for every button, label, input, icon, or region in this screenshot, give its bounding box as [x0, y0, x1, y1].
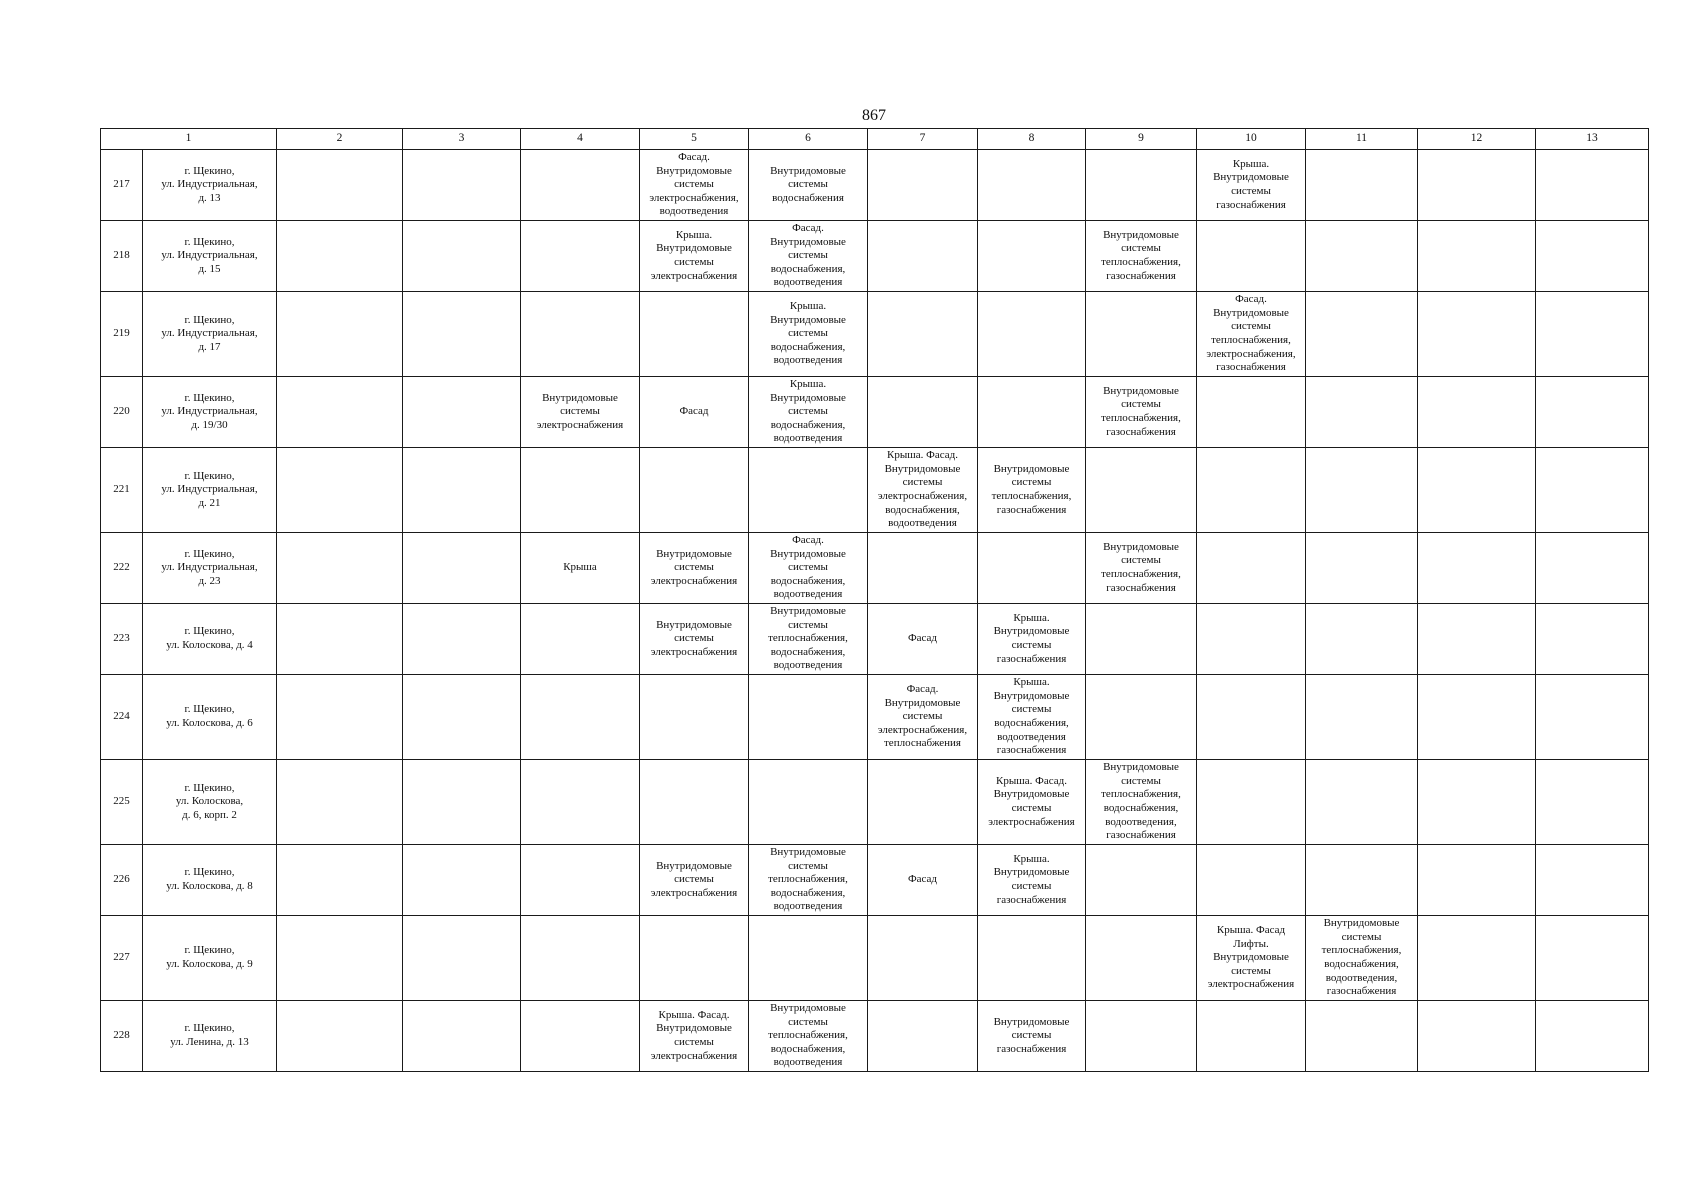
work-cell-col-6: Фасад. Внутридомовые системы водоснабжения, водоотведения	[749, 221, 868, 292]
table-row	[101, 448, 1649, 533]
schedule-table	[100, 128, 1649, 1072]
work-cell-col-7	[868, 377, 978, 448]
address-cell: г. Щекино, ул. Колоскова, д. 6	[143, 675, 277, 760]
column-header: 13	[1536, 129, 1649, 150]
address-cell: г. Щекино, ул. Ленина, д. 13	[143, 1001, 277, 1072]
work-cell-col-3	[403, 845, 521, 916]
table-row	[101, 845, 1649, 916]
table-row	[101, 221, 1649, 292]
work-cell-col-9	[1086, 604, 1197, 675]
work-cell-col-12	[1418, 448, 1536, 533]
work-cell-col-9	[1086, 292, 1197, 377]
table-body	[101, 150, 1649, 1072]
work-cell-col-12	[1418, 292, 1536, 377]
work-cell-col-7	[868, 916, 978, 1001]
row-number: 217	[101, 150, 143, 221]
row-number: 223	[101, 604, 143, 675]
work-cell-col-13	[1536, 448, 1649, 533]
work-cell-col-10: Крыша. Внутридомовые системы газоснабжения	[1197, 150, 1306, 221]
work-cell-col-7	[868, 760, 978, 845]
work-cell-col-3	[403, 221, 521, 292]
column-header: 4	[521, 129, 640, 150]
table-row	[101, 292, 1649, 377]
work-cell-col-2	[277, 292, 403, 377]
work-cell-col-8	[978, 377, 1086, 448]
work-cell-col-13	[1536, 292, 1649, 377]
work-cell-col-4: Внутридомовые системы электроснабжения	[521, 377, 640, 448]
work-cell-col-10	[1197, 221, 1306, 292]
work-cell-col-8: Крыша. Внутридомовые системы газоснабжения	[978, 604, 1086, 675]
work-cell-col-8: Внутридомовые системы газоснабжения	[978, 1001, 1086, 1072]
work-cell-col-9: Внутридомовые системы теплоснабжения, газоснабжения	[1086, 533, 1197, 604]
work-cell-col-11	[1306, 675, 1418, 760]
work-cell-col-9: Внутридомовые системы теплоснабжения, газоснабжения	[1086, 221, 1197, 292]
work-cell-col-13	[1536, 916, 1649, 1001]
work-cell-col-6	[749, 760, 868, 845]
column-header: 12	[1418, 129, 1536, 150]
work-cell-col-4	[521, 221, 640, 292]
work-cell-col-10	[1197, 604, 1306, 675]
work-cell-col-11	[1306, 150, 1418, 221]
work-cell-col-6: Внутридомовые системы теплоснабжения, водоснабжения, водоотведения	[749, 845, 868, 916]
work-cell-col-7	[868, 292, 978, 377]
work-cell-col-10	[1197, 1001, 1306, 1072]
table-row	[101, 675, 1649, 760]
row-number: 224	[101, 675, 143, 760]
work-cell-col-8: Крыша. Внутридомовые системы водоснабжения, водоотведения газоснабжения	[978, 675, 1086, 760]
address-cell: г. Щекино, ул. Колоскова, д. 9	[143, 916, 277, 1001]
address-cell: г. Щекино, ул. Колоскова, д. 6, корп. 2	[143, 760, 277, 845]
work-cell-col-5	[640, 760, 749, 845]
work-cell-col-6	[749, 916, 868, 1001]
work-cell-col-4: Крыша	[521, 533, 640, 604]
work-cell-col-8: Внутридомовые системы теплоснабжения, газоснабжения	[978, 448, 1086, 533]
table-row	[101, 150, 1649, 221]
work-cell-col-3	[403, 675, 521, 760]
work-cell-col-3	[403, 604, 521, 675]
row-number: 218	[101, 221, 143, 292]
work-cell-col-13	[1536, 377, 1649, 448]
work-cell-col-9	[1086, 845, 1197, 916]
work-cell-col-8	[978, 150, 1086, 221]
work-cell-col-6	[749, 675, 868, 760]
work-cell-col-2	[277, 377, 403, 448]
work-cell-col-3	[403, 292, 521, 377]
work-cell-col-7	[868, 533, 978, 604]
work-cell-col-11	[1306, 1001, 1418, 1072]
work-cell-col-5: Крыша. Фасад. Внутридомовые системы электроснабжения	[640, 1001, 749, 1072]
work-cell-col-5: Внутридомовые системы электроснабжения	[640, 533, 749, 604]
row-number: 226	[101, 845, 143, 916]
column-header: 11	[1306, 129, 1418, 150]
address-cell: г. Щекино, ул. Индустриальная, д. 13	[143, 150, 277, 221]
column-header: 8	[978, 129, 1086, 150]
work-cell-col-2	[277, 448, 403, 533]
work-cell-col-12	[1418, 377, 1536, 448]
address-cell: г. Щекино, ул. Индустриальная, д. 23	[143, 533, 277, 604]
work-cell-col-13	[1536, 845, 1649, 916]
work-cell-col-11	[1306, 845, 1418, 916]
work-cell-col-9	[1086, 916, 1197, 1001]
column-header: 7	[868, 129, 978, 150]
work-cell-col-2	[277, 675, 403, 760]
work-cell-col-2	[277, 845, 403, 916]
column-header: 10	[1197, 129, 1306, 150]
work-cell-col-2	[277, 533, 403, 604]
table-row	[101, 916, 1649, 1001]
column-header: 9	[1086, 129, 1197, 150]
work-cell-col-12	[1418, 221, 1536, 292]
work-cell-col-4	[521, 604, 640, 675]
work-cell-col-8	[978, 221, 1086, 292]
work-cell-col-7	[868, 1001, 978, 1072]
column-header: 3	[403, 129, 521, 150]
work-cell-col-3	[403, 1001, 521, 1072]
column-header: 6	[749, 129, 868, 150]
row-number: 220	[101, 377, 143, 448]
work-cell-col-3	[403, 916, 521, 1001]
work-cell-col-12	[1418, 760, 1536, 845]
work-cell-col-5: Внутридомовые системы электроснабжения	[640, 604, 749, 675]
work-cell-col-13	[1536, 675, 1649, 760]
address-cell: г. Щекино, ул. Индустриальная, д. 21	[143, 448, 277, 533]
work-cell-col-12	[1418, 845, 1536, 916]
row-number: 225	[101, 760, 143, 845]
work-cell-col-10	[1197, 448, 1306, 533]
work-cell-col-2	[277, 1001, 403, 1072]
work-cell-col-12	[1418, 150, 1536, 221]
work-cell-col-5: Фасад	[640, 377, 749, 448]
work-cell-col-5: Фасад. Внутридомовые системы электроснабжения, водоотведения	[640, 150, 749, 221]
work-cell-col-3	[403, 448, 521, 533]
work-cell-col-3	[403, 150, 521, 221]
work-cell-col-2	[277, 150, 403, 221]
work-cell-col-3	[403, 533, 521, 604]
work-cell-col-2	[277, 760, 403, 845]
work-cell-col-6: Крыша. Внутридомовые системы водоснабжения, водоотведения	[749, 377, 868, 448]
work-cell-col-4	[521, 1001, 640, 1072]
work-cell-col-9	[1086, 150, 1197, 221]
work-cell-col-5	[640, 916, 749, 1001]
address-cell: г. Щекино, ул. Колоскова, д. 4	[143, 604, 277, 675]
work-cell-col-5: Внутридомовые системы электроснабжения	[640, 845, 749, 916]
work-cell-col-8	[978, 292, 1086, 377]
row-number: 222	[101, 533, 143, 604]
address-cell: г. Щекино, ул. Индустриальная, д. 15	[143, 221, 277, 292]
work-cell-col-9	[1086, 448, 1197, 533]
work-cell-col-13	[1536, 150, 1649, 221]
work-cell-col-10	[1197, 377, 1306, 448]
work-cell-col-11: Внутридомовые системы теплоснабжения, водоснабжения, водоотведения, газоснабжения	[1306, 916, 1418, 1001]
row-number: 221	[101, 448, 143, 533]
table-row	[101, 533, 1649, 604]
work-cell-col-4	[521, 845, 640, 916]
work-cell-col-2	[277, 221, 403, 292]
work-cell-col-6: Внутридомовые системы водоснабжения	[749, 150, 868, 221]
work-cell-col-8	[978, 916, 1086, 1001]
work-cell-col-3	[403, 377, 521, 448]
work-cell-col-7: Крыша. Фасад. Внутридомовые системы электроснабжения, водоснабжения, водоотведения	[868, 448, 978, 533]
work-cell-col-9: Внутридомовые системы теплоснабжения, газоснабжения	[1086, 377, 1197, 448]
column-header: 5	[640, 129, 749, 150]
address-cell: г. Щекино, ул. Индустриальная, д. 17	[143, 292, 277, 377]
work-cell-col-12	[1418, 604, 1536, 675]
work-cell-col-10	[1197, 760, 1306, 845]
work-cell-col-12	[1418, 675, 1536, 760]
column-header: 1	[101, 129, 277, 150]
work-cell-col-9: Внутридомовые системы теплоснабжения, водоснабжения, водоотведения, газоснабжения	[1086, 760, 1197, 845]
work-cell-col-7: Фасад	[868, 845, 978, 916]
column-number-row	[101, 129, 1649, 150]
work-cell-col-8	[978, 533, 1086, 604]
work-cell-col-6: Внутридомовые системы теплоснабжения, водоснабжения, водоотведения	[749, 1001, 868, 1072]
work-cell-col-7: Фасад	[868, 604, 978, 675]
work-cell-col-10	[1197, 533, 1306, 604]
work-cell-col-11	[1306, 221, 1418, 292]
work-cell-col-8: Крыша. Внутридомовые системы газоснабжения	[978, 845, 1086, 916]
work-cell-col-6: Внутридомовые системы теплоснабжения, водоснабжения, водоотведения	[749, 604, 868, 675]
work-cell-col-11	[1306, 604, 1418, 675]
work-cell-col-11	[1306, 292, 1418, 377]
address-cell: г. Щекино, ул. Колоскова, д. 8	[143, 845, 277, 916]
work-cell-col-7	[868, 150, 978, 221]
work-cell-col-4	[521, 916, 640, 1001]
work-cell-col-13	[1536, 221, 1649, 292]
work-cell-col-7	[868, 221, 978, 292]
work-cell-col-13	[1536, 760, 1649, 845]
work-cell-col-10: Крыша. Фасад Лифты. Внутридомовые системы электроснабжения	[1197, 916, 1306, 1001]
page-number: 867	[862, 107, 886, 124]
work-cell-col-10	[1197, 675, 1306, 760]
work-cell-col-3	[403, 760, 521, 845]
work-cell-col-13	[1536, 533, 1649, 604]
work-cell-col-4	[521, 292, 640, 377]
work-cell-col-6: Фасад. Внутридомовые системы водоснабжения, водоотведения	[749, 533, 868, 604]
address-cell: г. Щекино, ул. Индустриальная, д. 19/30	[143, 377, 277, 448]
work-cell-col-4	[521, 675, 640, 760]
work-cell-col-4	[521, 448, 640, 533]
work-cell-col-12	[1418, 533, 1536, 604]
work-cell-col-5	[640, 675, 749, 760]
table-row	[101, 377, 1649, 448]
work-cell-col-9	[1086, 675, 1197, 760]
row-number: 228	[101, 1001, 143, 1072]
work-cell-col-4	[521, 760, 640, 845]
work-cell-col-13	[1536, 604, 1649, 675]
work-cell-col-10: Фасад. Внутридомовые системы теплоснабжения, электроснабжения, газоснабжения	[1197, 292, 1306, 377]
work-cell-col-12	[1418, 1001, 1536, 1072]
work-cell-col-7: Фасад. Внутридомовые системы электроснабжения, теплоснабжения	[868, 675, 978, 760]
work-cell-col-2	[277, 916, 403, 1001]
work-cell-col-11	[1306, 533, 1418, 604]
work-cell-col-11	[1306, 377, 1418, 448]
work-cell-col-11	[1306, 448, 1418, 533]
work-cell-col-4	[521, 150, 640, 221]
work-cell-col-5	[640, 448, 749, 533]
work-cell-col-10	[1197, 845, 1306, 916]
work-cell-col-9	[1086, 1001, 1197, 1072]
work-cell-col-5	[640, 292, 749, 377]
work-cell-col-2	[277, 604, 403, 675]
work-cell-col-8: Крыша. Фасад. Внутридомовые системы электроснабжения	[978, 760, 1086, 845]
table-row	[101, 1001, 1649, 1072]
table-row	[101, 760, 1649, 845]
work-cell-col-5: Крыша. Внутридомовые системы электроснабжения	[640, 221, 749, 292]
work-cell-col-12	[1418, 916, 1536, 1001]
work-cell-col-13	[1536, 1001, 1649, 1072]
table-row	[101, 604, 1649, 675]
row-number: 219	[101, 292, 143, 377]
row-number: 227	[101, 916, 143, 1001]
work-cell-col-11	[1306, 760, 1418, 845]
column-header: 2	[277, 129, 403, 150]
work-cell-col-6	[749, 448, 868, 533]
work-cell-col-6: Крыша. Внутридомовые системы водоснабжения, водоотведения	[749, 292, 868, 377]
